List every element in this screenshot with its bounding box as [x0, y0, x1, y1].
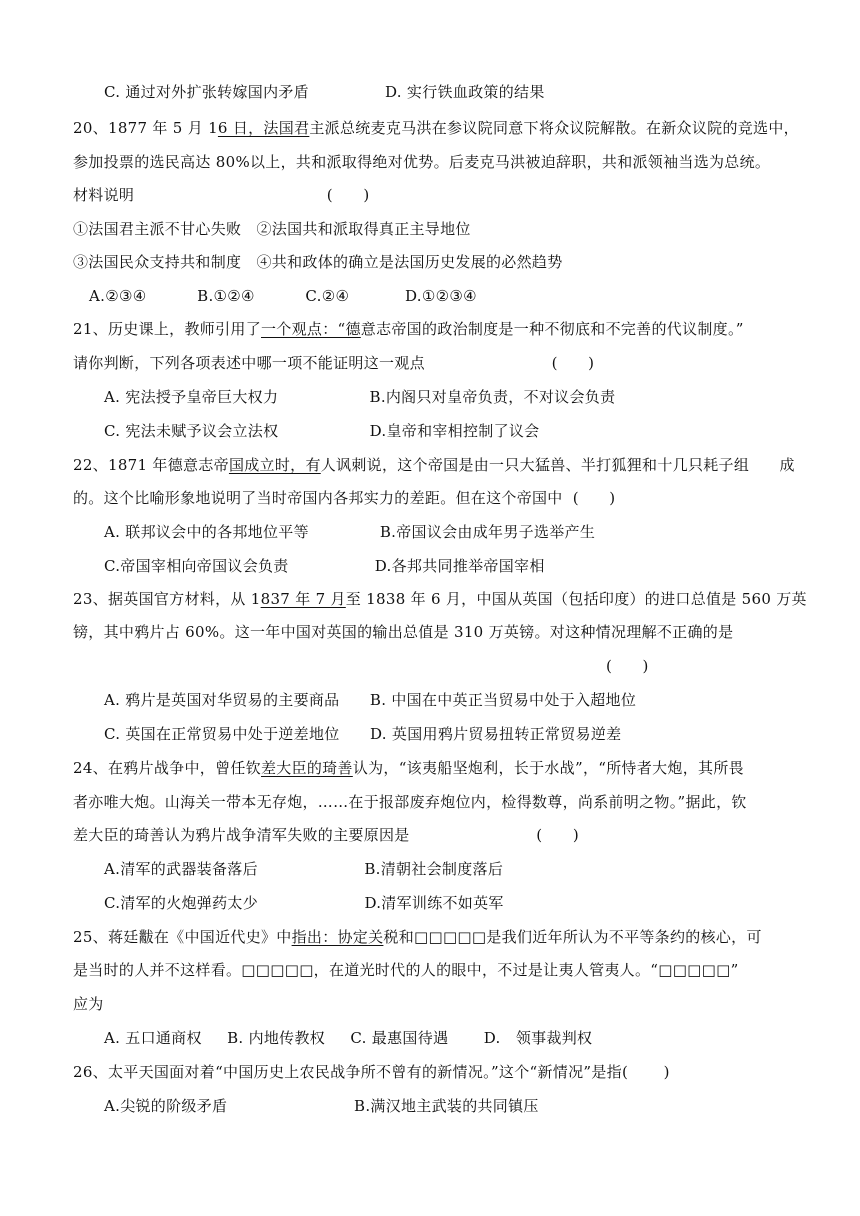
q24-stem-line2: 者亦唯大炮。山海关一带本无存炮，……在于报部废弃炮位内，检得数尊，尚系前明之物。”据此，钦: [73, 793, 747, 811]
q20-stem-line3: 材料说明 ( ): [73, 186, 370, 204]
q24-underlined-text: 差大臣的琦善: [261, 759, 353, 777]
q20-items-12: ①法国君主派不甘心失败 ②法国共和派取得真正主导地位: [73, 220, 471, 238]
q23-answer-brackets: ( ): [606, 657, 649, 675]
q22-stem-line1: [73, 455, 795, 475]
q21-stem-text-rest: 意志帝国的政治制度是一种不彻底和不完善的代议制度。”: [360, 320, 744, 338]
q21-stem-line1: [73, 319, 744, 339]
q25-stem-line1: [73, 927, 762, 947]
q20-stem-text-rest: 主派总统麦克马洪在参议院同意下将众议院解散。在新众议院的竞选中，: [309, 119, 799, 137]
q20-stem-text: 20、1877 年 5 月 1: [73, 119, 218, 137]
q24-options-ab: A.清军的武器装备落后 B.清朝社会制度落后: [104, 860, 504, 878]
q21-underlined-text: 一个观点：“德: [261, 320, 361, 338]
q23-options-cd: C. 英国在正常贸易中处于逆差地位 D. 英国用鸦片贸易扭转正常贸易逆差: [104, 725, 622, 743]
q23-stem-line2: 镑，其中鸦片占 60%。这一年中国对英国的输出总值是 310 万英镑。对这种情况理解不正确的是: [73, 623, 734, 641]
q24-stem-line1: [73, 758, 744, 778]
q23-stem-text-rest: 至 1838 年 6 月，中国从英国（包括印度）的进口总值是 560 万英: [345, 590, 807, 608]
q25-options: A. 五口通商权 B. 内地传教权 C. 最惠国待遇 D. 领事裁判权: [104, 1029, 593, 1047]
q26-stem: 26、太平天国面对着“中国历史上农民战争所不曾有的新情况。”这个“新情况”是指( ): [73, 1063, 670, 1081]
q25-stem-line2: 是当时的人并不这样看。□□□□□，在道光时代的人的眼中，不过是让夷人管夷人。“□□□□□”: [73, 961, 739, 979]
q20-stem-line2: 参加投票的选民高达 80%以上，共和派取得绝对优势。后麦克马洪被迫辞职，共和派领袖当选为总统。: [73, 153, 771, 171]
q24-stem-text-rest: 认为，“该夷船坚炮利，长于水战”，“所恃者大炮，其所畏: [352, 759, 744, 777]
q22-stem-text-rest: 人讽刺说，这个帝国是由一只大猛兽、半打狐狸和十几只耗子组 成: [320, 456, 795, 474]
q21-options-ab: A. 宪法授予皇帝巨大权力 B.内阁只对皇帝负责，不对议会负责: [104, 388, 616, 406]
q23-underlined-text: 837 年 7 月: [260, 590, 346, 608]
q25-stem-text: 25、蒋廷黻在《中国近代史》中: [73, 928, 292, 946]
q20-items-34: ③法国民众支持共和制度 ④共和政体的确立是法国历史发展的必然趋势: [73, 253, 563, 271]
q20-underlined-text: 6 日，法国君: [217, 119, 310, 137]
q22-stem-line2: 的。这个比喻形象地说明了当时帝国内各邦实力的差距。但在这个帝国中 ( ): [73, 489, 616, 507]
q20-options: A.②③④ B.①②④ C.②④ D.①②③④: [89, 287, 477, 305]
q26-options-ab: A.尖锐的阶级矛盾 B.满汉地主武装的共同镇压: [104, 1097, 539, 1115]
q22-options-cd: C.帝国宰相向帝国议会负责 D.各邦共同推举帝国宰相: [104, 557, 545, 575]
q22-stem-text: 22、1871 年德意志帝: [73, 456, 229, 474]
q19-options-cd: C. 通过对外扩张转嫁国内矛盾 D. 实行铁血政策的结果: [104, 83, 545, 101]
q22-underlined-text: 国成立时，有: [228, 456, 321, 474]
q24-options-cd: C.清军的火炮弹药太少 D.清军训练不如英军: [104, 894, 504, 912]
q23-stem-line1: [73, 589, 807, 609]
q25-stem-text-rest: 税和□□□□□是我们近年所认为不平等条约的核心，可: [383, 928, 762, 946]
q21-stem-text: 21、历史课上，教师引用了: [73, 320, 261, 338]
q25-stem-line3: 应为: [73, 995, 104, 1013]
q23-options-ab: A. 鸦片是英国对华贸易的主要商品 B. 中国在中英正当贸易中处于入超地位: [104, 691, 637, 709]
q20-stem-line1: [73, 118, 799, 138]
q21-options-cd: C. 宪法未赋予议会立法权 D.皇帝和宰相控制了议会: [104, 422, 540, 440]
q25-underlined-text: 指出：协定关: [291, 928, 384, 946]
q23-stem-text: 23、据英国官方材料，从 1: [73, 590, 261, 608]
q24-stem-text: 24、在鸦片战争中，曾任钦: [73, 759, 261, 777]
q24-stem-line3: 差大臣的琦善认为鸦片战争清军失败的主要原因是 ( ): [73, 826, 580, 844]
q22-options-ab: A. 联邦议会中的各邦地位平等 B.帝国议会由成年男子选举产生: [104, 523, 596, 541]
q21-stem-line2: 请你判断，下列各项表述中哪一项不能证明这一观点 ( ): [73, 354, 595, 372]
